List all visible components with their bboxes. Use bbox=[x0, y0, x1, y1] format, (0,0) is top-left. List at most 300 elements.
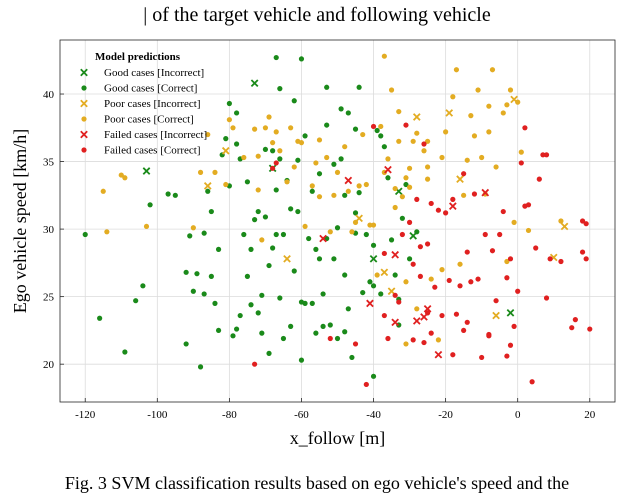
point-failed-cases-correct bbox=[461, 171, 466, 176]
point-good-cases-correct bbox=[288, 324, 293, 329]
point-good-cases-correct bbox=[288, 206, 293, 211]
point-failed-cases-correct bbox=[450, 197, 455, 202]
point-failed-cases-correct bbox=[533, 245, 538, 250]
point-failed-cases-correct bbox=[447, 278, 452, 283]
point-poor-cases-correct bbox=[400, 194, 405, 199]
point-failed-cases-correct bbox=[472, 191, 477, 196]
point-poor-cases-correct bbox=[313, 160, 318, 165]
point-good-cases-correct bbox=[328, 322, 333, 327]
point-good-cases-correct bbox=[234, 326, 239, 331]
point-good-cases-correct bbox=[191, 289, 196, 294]
point-failed-cases-correct bbox=[461, 328, 466, 333]
point-poor-cases-incorrect bbox=[223, 148, 229, 154]
point-good-cases-correct bbox=[140, 283, 145, 288]
point-good-cases-correct bbox=[234, 110, 239, 115]
point-poor-cases-correct bbox=[357, 183, 362, 188]
point-failed-cases-correct bbox=[432, 285, 437, 290]
point-good-cases-correct bbox=[375, 128, 380, 133]
point-good-cases-correct bbox=[389, 237, 394, 242]
point-good-cases-correct bbox=[320, 291, 325, 296]
point-poor-cases-correct bbox=[439, 155, 444, 160]
point-good-cases-correct bbox=[295, 158, 300, 163]
point-good-cases-correct bbox=[393, 272, 398, 277]
point-good-cases-correct bbox=[166, 191, 171, 196]
point-failed-cases-correct bbox=[465, 249, 470, 254]
point-failed-cases-correct bbox=[584, 221, 589, 226]
point-poor-cases-correct bbox=[425, 164, 430, 169]
point-good-cases-correct bbox=[357, 190, 362, 195]
point-failed-cases-incorrect bbox=[367, 300, 373, 306]
x-tick-label: -80 bbox=[222, 409, 237, 421]
point-poor-cases-correct bbox=[317, 137, 322, 142]
point-poor-cases-correct bbox=[407, 185, 412, 190]
legend-title: Model predictions bbox=[95, 51, 181, 63]
point-good-cases-correct bbox=[320, 324, 325, 329]
point-good-cases-correct bbox=[335, 336, 340, 341]
point-poor-cases-correct bbox=[259, 237, 264, 242]
point-poor-cases-correct bbox=[403, 279, 408, 284]
point-poor-cases-correct bbox=[465, 158, 470, 163]
point-failed-cases-incorrect bbox=[345, 177, 351, 183]
point-failed-cases-correct bbox=[382, 313, 387, 318]
point-failed-cases-correct bbox=[407, 220, 412, 225]
point-good-cases-correct bbox=[414, 229, 419, 234]
point-good-cases-correct bbox=[335, 225, 340, 230]
point-good-cases-correct bbox=[274, 55, 279, 60]
point-good-cases-correct bbox=[339, 156, 344, 161]
point-poor-cases-correct bbox=[375, 272, 380, 277]
point-poor-cases-correct bbox=[266, 114, 271, 119]
point-good-cases-correct bbox=[184, 341, 189, 346]
point-poor-cases-correct bbox=[429, 276, 434, 281]
point-poor-cases-correct bbox=[277, 148, 282, 153]
point-poor-cases-correct bbox=[230, 125, 235, 130]
point-good-cases-correct bbox=[357, 85, 362, 90]
point-good-cases-correct bbox=[198, 364, 203, 369]
point-failed-cases-correct bbox=[450, 352, 455, 357]
point-good-cases-correct bbox=[349, 355, 354, 360]
point-poor-cases-correct bbox=[443, 129, 448, 134]
point-good-cases-correct bbox=[266, 351, 271, 356]
point-failed-cases-correct bbox=[569, 325, 574, 330]
point-poor-cases-correct bbox=[526, 228, 531, 233]
point-failed-cases-correct bbox=[421, 141, 426, 146]
point-failed-cases-correct bbox=[429, 201, 434, 206]
legend-marker-poor-cases-correct bbox=[81, 116, 86, 121]
point-poor-cases-correct bbox=[256, 154, 261, 159]
point-failed-cases-correct bbox=[483, 232, 488, 237]
point-poor-cases-incorrect bbox=[205, 183, 211, 189]
legend-marker-poor-cases-incorrect bbox=[81, 100, 87, 106]
point-poor-cases-correct bbox=[346, 189, 351, 194]
point-failed-cases-correct bbox=[511, 324, 516, 329]
point-good-cases-correct bbox=[317, 256, 322, 261]
point-poor-cases-correct bbox=[457, 262, 462, 267]
point-good-cases-correct bbox=[317, 171, 322, 176]
legend-marker-good-cases-correct bbox=[81, 85, 86, 90]
point-good-cases-correct bbox=[248, 247, 253, 252]
point-good-cases-correct bbox=[400, 216, 405, 221]
point-good-cases-correct bbox=[371, 243, 376, 248]
point-failed-cases-correct bbox=[515, 289, 520, 294]
point-failed-cases-correct bbox=[353, 341, 358, 346]
point-poor-cases-incorrect bbox=[284, 256, 290, 262]
point-poor-cases-correct bbox=[335, 170, 340, 175]
point-good-cases-correct bbox=[385, 175, 390, 180]
y-tick-label: 20 bbox=[43, 359, 54, 372]
point-good-cases-correct bbox=[122, 349, 127, 354]
point-good-cases-correct bbox=[277, 86, 282, 91]
point-poor-cases-correct bbox=[299, 140, 304, 145]
point-good-cases-correct bbox=[83, 232, 88, 237]
point-good-cases-correct bbox=[299, 358, 304, 363]
point-poor-cases-correct bbox=[504, 102, 509, 107]
point-good-cases-correct bbox=[324, 122, 329, 127]
point-poor-cases-correct bbox=[360, 132, 365, 137]
point-poor-cases-correct bbox=[122, 175, 127, 180]
point-poor-cases-correct bbox=[411, 139, 416, 144]
point-failed-cases-correct bbox=[526, 202, 531, 207]
point-good-cases-incorrect bbox=[507, 310, 513, 316]
point-good-cases-correct bbox=[205, 189, 210, 194]
point-failed-cases-correct bbox=[443, 210, 448, 215]
point-poor-cases-correct bbox=[324, 155, 329, 160]
point-failed-cases-correct bbox=[436, 208, 441, 213]
point-failed-cases-correct bbox=[479, 355, 484, 360]
point-poor-cases-correct bbox=[378, 124, 383, 129]
point-poor-cases-correct bbox=[353, 220, 358, 225]
point-good-cases-correct bbox=[252, 217, 257, 222]
point-failed-cases-correct bbox=[544, 295, 549, 300]
y-tick-label: 25 bbox=[43, 291, 54, 304]
point-failed-cases-correct bbox=[537, 177, 542, 182]
point-failed-cases-incorrect bbox=[435, 352, 441, 358]
point-poor-cases-correct bbox=[342, 144, 347, 149]
point-good-cases-correct bbox=[202, 291, 207, 296]
point-good-cases-correct bbox=[133, 298, 138, 303]
point-failed-cases-correct bbox=[501, 209, 506, 214]
point-good-cases-correct bbox=[259, 293, 264, 298]
point-poor-cases-correct bbox=[104, 229, 109, 234]
point-poor-cases-correct bbox=[493, 164, 498, 169]
x-tick-label: -60 bbox=[294, 409, 309, 421]
point-good-cases-correct bbox=[277, 156, 282, 161]
point-good-cases-incorrect bbox=[251, 80, 257, 86]
point-poor-cases-correct bbox=[436, 337, 441, 342]
legend-marker-failed-cases-incorrect bbox=[81, 131, 87, 137]
point-good-cases-correct bbox=[353, 210, 358, 215]
point-good-cases-correct bbox=[212, 301, 217, 306]
point-poor-cases-correct bbox=[472, 133, 477, 138]
point-failed-cases-correct bbox=[490, 248, 495, 253]
point-good-cases-correct bbox=[310, 301, 315, 306]
legend-marker-good-cases-incorrect bbox=[81, 69, 87, 75]
point-good-cases-correct bbox=[313, 331, 318, 336]
point-good-cases-correct bbox=[230, 333, 235, 338]
point-good-cases-correct bbox=[295, 209, 300, 214]
point-good-cases-correct bbox=[346, 306, 351, 311]
point-good-cases-correct bbox=[331, 256, 336, 261]
legend-label-good-cases-incorrect: Good cases [Incorrect] bbox=[104, 67, 205, 79]
point-failed-cases-incorrect bbox=[392, 319, 398, 325]
x-axis-label: x_follow [m] bbox=[289, 428, 386, 448]
point-poor-cases-incorrect bbox=[457, 176, 463, 182]
point-poor-cases-correct bbox=[212, 170, 217, 175]
point-failed-cases-correct bbox=[385, 336, 390, 341]
point-poor-cases-correct bbox=[385, 156, 390, 161]
point-good-cases-correct bbox=[339, 106, 344, 111]
point-poor-cases-correct bbox=[252, 127, 257, 132]
point-poor-cases-correct bbox=[223, 182, 228, 187]
point-failed-cases-correct bbox=[558, 259, 563, 264]
point-poor-cases-correct bbox=[227, 117, 232, 122]
point-failed-cases-correct bbox=[425, 310, 430, 315]
point-good-cases-correct bbox=[274, 232, 279, 237]
point-failed-cases-correct bbox=[403, 122, 408, 127]
point-failed-cases-correct bbox=[486, 333, 491, 338]
point-failed-cases-correct bbox=[274, 160, 279, 165]
point-failed-cases-correct bbox=[418, 274, 423, 279]
point-failed-cases-correct bbox=[584, 256, 589, 261]
point-good-cases-correct bbox=[97, 316, 102, 321]
top-caption: | of the target vehicle and following vehicle bbox=[143, 4, 491, 26]
point-poor-cases-correct bbox=[407, 166, 412, 171]
legend-label-poor-cases-correct: Poor cases [Correct] bbox=[104, 113, 194, 126]
point-good-cases-correct bbox=[367, 279, 372, 284]
x-tick-label: 20 bbox=[584, 409, 596, 421]
point-poor-cases-correct bbox=[389, 87, 394, 92]
point-poor-cases-correct bbox=[519, 150, 524, 155]
point-poor-cases-correct bbox=[393, 186, 398, 191]
point-good-cases-correct bbox=[306, 236, 311, 241]
y-tick-label: 35 bbox=[43, 156, 54, 169]
point-poor-cases-incorrect bbox=[561, 223, 567, 229]
x-tick-label: -100 bbox=[147, 409, 168, 421]
point-failed-cases-incorrect bbox=[385, 166, 391, 172]
point-good-cases-correct bbox=[245, 179, 250, 184]
point-good-cases-correct bbox=[360, 290, 365, 295]
point-poor-cases-correct bbox=[270, 140, 275, 145]
point-good-cases-correct bbox=[241, 232, 246, 237]
point-failed-cases-correct bbox=[418, 244, 423, 249]
point-failed-cases-correct bbox=[530, 379, 535, 384]
point-poor-cases-correct bbox=[414, 306, 419, 311]
point-good-cases-correct bbox=[147, 202, 152, 207]
point-failed-cases-correct bbox=[573, 317, 578, 322]
point-good-cases-correct bbox=[324, 85, 329, 90]
point-poor-cases-correct bbox=[310, 183, 315, 188]
point-failed-cases-correct bbox=[465, 320, 470, 325]
point-failed-cases-incorrect bbox=[392, 252, 398, 258]
point-failed-cases-correct bbox=[548, 256, 553, 261]
point-good-cases-correct bbox=[202, 231, 207, 236]
point-poor-cases-correct bbox=[486, 104, 491, 109]
point-good-cases-correct bbox=[234, 141, 239, 146]
point-failed-cases-correct bbox=[425, 241, 430, 246]
point-poor-cases-correct bbox=[292, 164, 297, 169]
point-failed-cases-correct bbox=[371, 124, 376, 129]
point-failed-cases-correct bbox=[411, 262, 416, 267]
point-good-cases-correct bbox=[209, 274, 214, 279]
legend-label-good-cases-correct: Good cases [Correct] bbox=[104, 82, 198, 95]
point-failed-cases-incorrect bbox=[450, 203, 456, 209]
point-poor-cases-correct bbox=[331, 193, 336, 198]
point-poor-cases-correct bbox=[515, 100, 520, 105]
point-failed-cases-correct bbox=[508, 343, 513, 348]
point-poor-cases-correct bbox=[274, 129, 279, 134]
point-poor-cases-correct bbox=[328, 229, 333, 234]
point-failed-cases-correct bbox=[504, 353, 509, 358]
point-failed-cases-correct bbox=[544, 152, 549, 157]
point-good-cases-correct bbox=[173, 193, 178, 198]
point-good-cases-correct bbox=[216, 328, 221, 333]
point-good-cases-correct bbox=[302, 133, 307, 138]
point-good-cases-correct bbox=[209, 209, 214, 214]
point-good-cases-correct bbox=[313, 247, 318, 252]
point-failed-cases-correct bbox=[270, 166, 275, 171]
point-poor-cases-correct bbox=[263, 125, 268, 130]
x-tick-label: -40 bbox=[366, 409, 381, 421]
legend-marker-failed-cases-correct bbox=[81, 147, 86, 152]
point-poor-cases-incorrect bbox=[381, 269, 387, 275]
point-poor-cases-correct bbox=[403, 341, 408, 346]
point-poor-cases-correct bbox=[191, 225, 196, 230]
point-failed-cases-correct bbox=[429, 331, 434, 336]
point-good-cases-correct bbox=[245, 274, 250, 279]
point-good-cases-correct bbox=[266, 263, 271, 268]
point-good-cases-correct bbox=[216, 247, 221, 252]
point-failed-cases-correct bbox=[504, 275, 509, 280]
point-poor-cases-correct bbox=[288, 125, 293, 130]
point-good-cases-correct bbox=[382, 144, 387, 149]
point-good-cases-correct bbox=[310, 189, 315, 194]
point-good-cases-correct bbox=[194, 271, 199, 276]
point-failed-cases-correct bbox=[421, 340, 426, 345]
point-good-cases-correct bbox=[187, 233, 192, 238]
point-good-cases-correct bbox=[274, 187, 279, 192]
point-failed-cases-correct bbox=[393, 293, 398, 298]
point-failed-cases-correct bbox=[364, 382, 369, 387]
chart-legend bbox=[81, 51, 207, 157]
point-poor-cases-correct bbox=[364, 182, 369, 187]
point-failed-cases-correct bbox=[475, 276, 480, 281]
point-failed-cases-correct bbox=[454, 312, 459, 317]
point-failed-cases-correct bbox=[587, 326, 592, 331]
point-poor-cases-correct bbox=[558, 218, 563, 223]
point-poor-cases-correct bbox=[302, 224, 307, 229]
point-good-cases-incorrect bbox=[143, 168, 149, 174]
point-failed-cases-correct bbox=[411, 337, 416, 342]
point-poor-cases-correct bbox=[284, 179, 289, 184]
point-good-cases-correct bbox=[342, 329, 347, 334]
point-poor-cases-incorrect bbox=[414, 114, 420, 120]
x-tick-label: 0 bbox=[514, 409, 521, 421]
legend-label-failed-cases-correct: Failed cases [Correct] bbox=[104, 144, 201, 157]
bottom-caption: Fig. 3 SVM classification results based on ego vehicle's speed and the bbox=[64, 473, 570, 493]
point-failed-cases-correct bbox=[252, 362, 257, 367]
point-poor-cases-correct bbox=[393, 205, 398, 210]
point-good-cases-correct bbox=[223, 136, 228, 141]
point-failed-cases-correct bbox=[457, 283, 462, 288]
point-failed-cases-correct bbox=[439, 313, 444, 318]
point-good-cases-correct bbox=[270, 245, 275, 250]
point-good-cases-correct bbox=[281, 232, 286, 237]
point-good-cases-correct bbox=[248, 302, 253, 307]
point-poor-cases-correct bbox=[414, 131, 419, 136]
point-good-cases-correct bbox=[277, 295, 282, 300]
point-failed-cases-correct bbox=[508, 256, 513, 261]
point-failed-cases-correct bbox=[396, 299, 401, 304]
point-good-cases-correct bbox=[184, 270, 189, 275]
point-poor-cases-correct bbox=[486, 129, 491, 134]
point-poor-cases-correct bbox=[403, 175, 408, 180]
point-good-cases-correct bbox=[299, 56, 304, 61]
point-failed-cases-correct bbox=[328, 336, 333, 341]
point-good-cases-correct bbox=[378, 133, 383, 138]
point-failed-cases-correct bbox=[522, 125, 527, 130]
point-good-cases-correct bbox=[292, 98, 297, 103]
point-failed-cases-correct bbox=[414, 197, 419, 202]
point-poor-cases-correct bbox=[501, 110, 506, 115]
point-failed-cases-correct bbox=[400, 232, 405, 237]
x-tick-label: -20 bbox=[438, 409, 453, 421]
point-failed-cases-correct bbox=[468, 279, 473, 284]
point-failed-cases-incorrect bbox=[414, 318, 420, 324]
point-good-cases-correct bbox=[302, 301, 307, 306]
point-failed-cases-correct bbox=[497, 232, 502, 237]
point-good-cases-correct bbox=[407, 256, 412, 261]
x-tick-label: -120 bbox=[75, 409, 96, 421]
point-poor-cases-correct bbox=[425, 177, 430, 182]
point-good-cases-correct bbox=[256, 310, 261, 315]
point-poor-cases-correct bbox=[101, 189, 106, 194]
point-poor-cases-correct bbox=[241, 155, 246, 160]
point-good-cases-correct bbox=[259, 331, 264, 336]
point-poor-cases-correct bbox=[256, 187, 261, 192]
y-axis-label: Ego vehicle speed [km/h] bbox=[10, 128, 30, 314]
point-poor-cases-correct bbox=[396, 109, 401, 114]
point-good-cases-correct bbox=[256, 209, 261, 214]
point-good-cases-correct bbox=[292, 268, 297, 273]
point-failed-cases-correct bbox=[519, 160, 524, 165]
point-good-cases-correct bbox=[342, 193, 347, 198]
point-failed-cases-correct bbox=[493, 298, 498, 303]
point-poor-cases-correct bbox=[508, 87, 513, 92]
point-poor-cases-correct bbox=[317, 194, 322, 199]
legend-label-poor-cases-incorrect: Poor cases [Incorrect] bbox=[104, 98, 201, 110]
point-good-cases-correct bbox=[263, 147, 268, 152]
point-poor-cases-correct bbox=[349, 229, 354, 234]
point-failed-cases-correct bbox=[580, 249, 585, 254]
point-poor-cases-correct bbox=[479, 155, 484, 160]
point-failed-cases-correct bbox=[382, 251, 387, 256]
point-poor-cases-correct bbox=[198, 170, 203, 175]
point-poor-cases-incorrect bbox=[446, 110, 452, 116]
point-poor-cases-correct bbox=[396, 139, 401, 144]
point-poor-cases-correct bbox=[461, 193, 466, 198]
point-good-cases-correct bbox=[364, 232, 369, 237]
point-good-cases-correct bbox=[371, 374, 376, 379]
point-poor-cases-correct bbox=[468, 113, 473, 118]
point-poor-cases-correct bbox=[371, 222, 376, 227]
point-poor-cases-correct bbox=[511, 220, 516, 225]
point-good-cases-correct bbox=[371, 283, 376, 288]
point-poor-cases-correct bbox=[421, 148, 426, 153]
point-poor-cases-correct bbox=[450, 94, 455, 99]
point-good-cases-correct bbox=[378, 291, 383, 296]
point-poor-cases-incorrect bbox=[493, 312, 499, 318]
point-poor-cases-correct bbox=[475, 87, 480, 92]
